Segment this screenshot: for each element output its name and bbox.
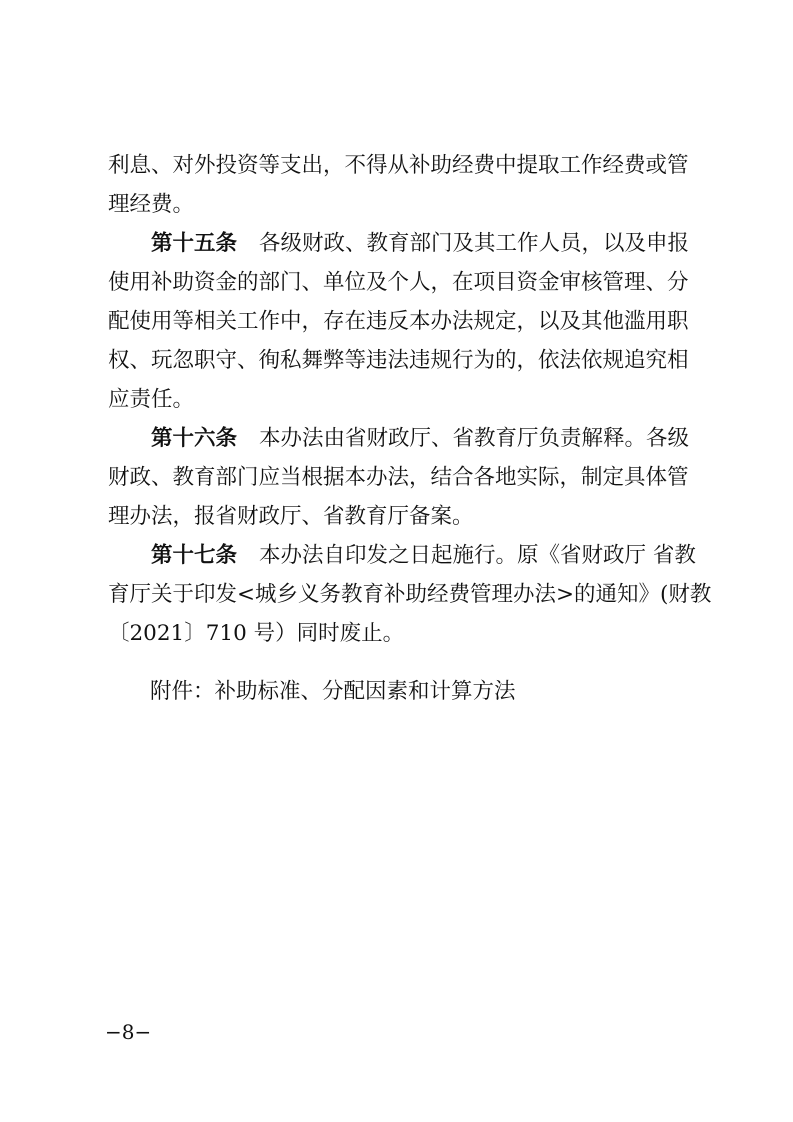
p14-line-1: 利息、对外投资等支出，不得从补助经费中提取工作经费或管 [108, 153, 689, 178]
p17-line-3: 〔2021〕710 号）同时废止。 [108, 621, 405, 646]
p16-line-3: 理办法，报省财政厅、省教育厅备案。 [108, 504, 474, 529]
p17-line-1 [108, 543, 696, 568]
p15-line-2: 使用补助资金的部门、单位及个人，在项目资金审核管理、分 [108, 270, 689, 295]
p15-line-5: 应责任。 [108, 387, 195, 412]
p14-line-2: 理经费。 [108, 192, 195, 217]
p16-line-2: 财政、教育部门应当根据本办法，结合各地实际，制定具体管 [108, 465, 689, 490]
p16-line-1-text: 本办法由省财政厅、省教育厅负责解释。各级 [259, 426, 690, 451]
p15-line-4: 权、玩忽职守、徇私舞弊等违法违规行为的，依法依规追究相 [108, 348, 689, 373]
p16-line-1 [108, 427, 688, 451]
p17-line-2: 育厅关于印发<城乡义务教育补助经费管理办法>的通知》(财教 [108, 582, 712, 607]
p17-line-1-text: 本办法自印发之日起施行。原《省财政厅 省教 [259, 543, 696, 568]
article-16-heading: 第十六条 [151, 426, 238, 451]
p15-line-1-text: 各级财政、教育部门及其工作人员，以及申报 [259, 231, 690, 256]
p15-line-3: 配使用等相关工作中，存在违反本办法规定，以及其他滥用职 [108, 309, 689, 334]
attachment-note: 附件：补助标准、分配因素和计算方法 [150, 679, 516, 704]
article-15-heading: 第十五条 [151, 231, 238, 256]
p15-line-1 [108, 232, 688, 256]
article-17-heading: 第十七条 [151, 543, 238, 568]
page-number: −8− [105, 1020, 152, 1044]
